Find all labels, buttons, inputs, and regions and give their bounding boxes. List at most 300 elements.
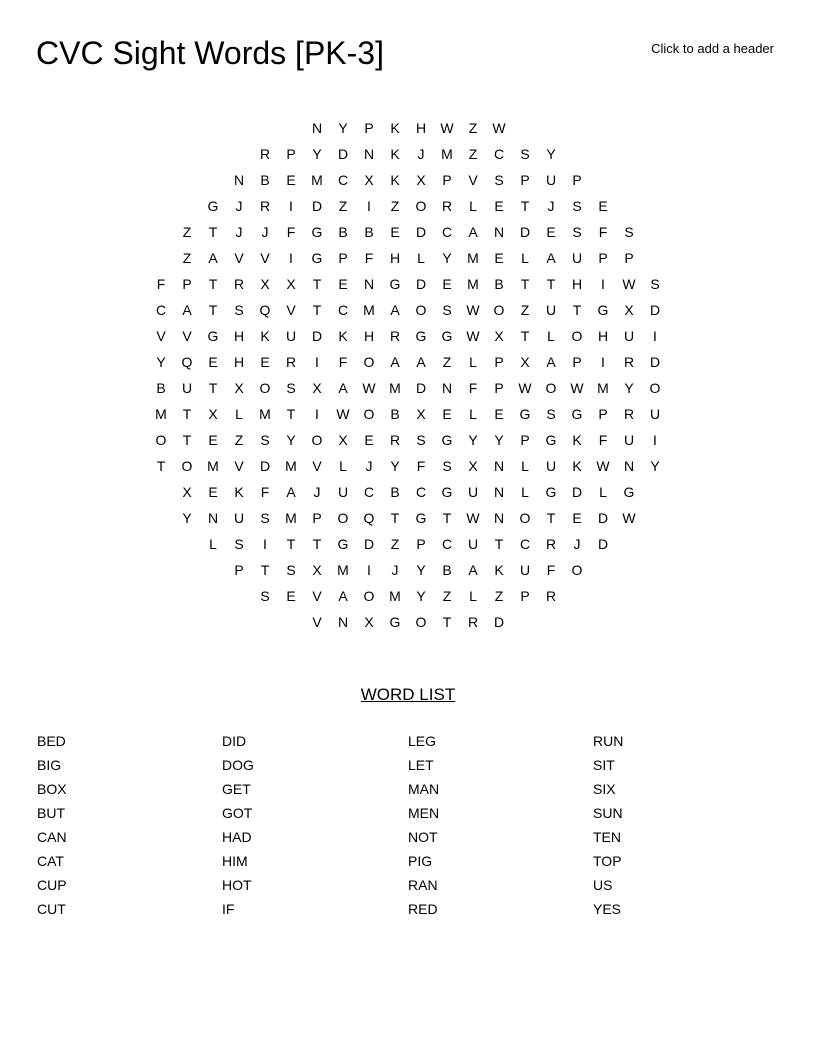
grid-letter: I [263, 536, 267, 552]
grid-letter: O [649, 380, 661, 396]
grid-letter: A [208, 250, 218, 266]
word-list-item: RUN [593, 733, 624, 749]
grid-letter: O [415, 198, 427, 214]
grid-letter: V [286, 302, 296, 318]
word-list-column-2 [222, 732, 254, 924]
grid-letter: Q [181, 354, 193, 370]
grid-letter: M [155, 406, 167, 422]
grid-letter: R [233, 276, 245, 292]
grid-letter: X [312, 380, 322, 396]
grid-letter: S [572, 224, 582, 240]
grid-letter: X [494, 328, 504, 344]
grid-letter: M [389, 380, 401, 396]
grid-letter: O [181, 458, 193, 474]
grid-letter: K [234, 484, 244, 500]
grid-letter: V [234, 458, 244, 474]
grid-letter: A [390, 302, 400, 318]
grid-letter: J [391, 562, 399, 578]
grid-letter: W [570, 380, 584, 396]
grid-letter: S [260, 510, 270, 526]
grid-letter: S [572, 198, 582, 214]
grid-letter: U [467, 484, 479, 500]
grid-letter: L [469, 406, 477, 422]
grid-letter: K [338, 328, 348, 344]
grid-letter: J [313, 484, 321, 500]
grid-letter: N [337, 614, 349, 630]
grid-letter: G [545, 432, 557, 448]
grid-letter: U [519, 562, 531, 578]
grid-letter: E [390, 224, 400, 240]
grid-letter: W [336, 406, 350, 422]
grid-letter: X [260, 276, 270, 292]
grid-letter: N [493, 510, 505, 526]
grid-letter: B [494, 276, 504, 292]
grid-letter: P [624, 250, 634, 266]
grid-letter: P [338, 250, 348, 266]
grid-letter: H [597, 328, 609, 344]
grid-letter: T [182, 406, 192, 422]
grid-letter: X [208, 406, 218, 422]
grid-letter: F [598, 224, 608, 240]
grid-letter: H [363, 328, 375, 344]
word-list-item: SIT [593, 757, 615, 773]
grid-letter: X [520, 354, 530, 370]
grid-letter: W [622, 276, 636, 292]
grid-letter: A [338, 380, 348, 396]
grid-letter: U [337, 484, 349, 500]
grid-letter: X [286, 276, 296, 292]
grid-letter: S [442, 302, 452, 318]
grid-letter: M [467, 276, 479, 292]
grid-letter: L [235, 406, 243, 422]
grid-letter: G [545, 484, 557, 500]
grid-letter: V [260, 250, 270, 266]
grid-letter: X [234, 380, 244, 396]
grid-letter: D [597, 510, 609, 526]
grid-letter: Z [442, 354, 452, 370]
word-list-item: DID [222, 733, 247, 749]
grid-letter: T [312, 302, 322, 318]
grid-letter: P [598, 250, 608, 266]
grid-letter: S [286, 380, 296, 396]
grid-letter: X [416, 172, 426, 188]
grid-letter: T [390, 510, 400, 526]
grid-letter: L [469, 354, 477, 370]
grid-letter: U [571, 250, 583, 266]
grid-letter: E [364, 432, 374, 448]
grid-letter: U [285, 328, 297, 344]
grid-letter: L [469, 198, 477, 214]
grid-letter: D [571, 484, 583, 500]
grid-letter: O [493, 302, 505, 318]
grid-letter: F [286, 224, 296, 240]
grid-letter: X [468, 458, 478, 474]
grid-letter: W [466, 510, 480, 526]
grid-letter: M [363, 302, 375, 318]
grid-letter: G [623, 484, 635, 500]
grid-letter: S [650, 276, 660, 292]
grid-letter: L [521, 250, 529, 266]
grid-letter: M [337, 562, 349, 578]
grid-letter: Y [624, 380, 634, 396]
grid-letter: Y [416, 562, 426, 578]
grid-letter: F [156, 276, 166, 292]
grid-letter: N [311, 120, 323, 136]
grid-letter: S [286, 562, 296, 578]
grid-letter: V [234, 250, 244, 266]
grid-letter: O [363, 354, 375, 370]
grid-letter: U [649, 406, 661, 422]
word-list-item: BUT [37, 805, 65, 821]
grid-letter: J [235, 224, 243, 240]
word-list-item: DOG [222, 757, 254, 773]
grid-letter: Y [312, 146, 322, 162]
grid-letter: A [468, 562, 478, 578]
grid-letter: X [364, 172, 374, 188]
grid-letter: R [545, 536, 557, 552]
grid-letter: P [572, 172, 582, 188]
word-list-item: SUN [593, 805, 623, 821]
word-list-item: YES [593, 901, 622, 917]
grid-letter: S [442, 458, 452, 474]
grid-letter: J [235, 198, 243, 214]
grid-letter: X [338, 432, 348, 448]
grid-letter: P [598, 406, 608, 422]
grid-letter: U [623, 328, 635, 344]
word-list-item: HAD [222, 829, 252, 845]
grid-letter: G [207, 198, 219, 214]
grid-letter: I [601, 276, 605, 292]
grid-letter: O [337, 510, 349, 526]
grid-letter: I [367, 198, 371, 214]
grid-letter: E [494, 198, 504, 214]
grid-letter: C [441, 536, 453, 552]
grid-letter: B [364, 224, 374, 240]
grid-letter: A [390, 354, 400, 370]
word-list-item: MAN [408, 781, 440, 797]
grid-letter: L [417, 250, 425, 266]
grid-letter: M [207, 458, 219, 474]
grid-letter: G [311, 250, 323, 266]
grid-letter: P [416, 536, 426, 552]
grid-letter: D [415, 224, 427, 240]
grid-letter: F [364, 250, 374, 266]
grid-letter: E [494, 250, 504, 266]
grid-letter: E [260, 354, 270, 370]
grid-letter: P [234, 562, 244, 578]
word-list-item: HIM [222, 853, 248, 869]
grid-letter: N [623, 458, 635, 474]
word-list-item: RED [408, 901, 438, 917]
grid-letter: B [260, 172, 270, 188]
grid-letter: Y [468, 432, 478, 448]
grid-letter: P [520, 432, 530, 448]
grid-letter: M [441, 146, 453, 162]
grid-letter: Y [286, 432, 296, 448]
grid-letter: V [468, 172, 478, 188]
grid-letter: X [182, 484, 192, 500]
grid-letter: N [207, 510, 219, 526]
grid-letter: T [572, 302, 582, 318]
grid-letter: T [442, 614, 452, 630]
grid-letter: A [286, 484, 296, 500]
grid-letter: B [156, 380, 166, 396]
grid-letter: L [469, 588, 477, 604]
grid-letter: T [208, 302, 218, 318]
grid-letter: U [545, 172, 557, 188]
grid-letter: D [493, 614, 505, 630]
grid-letter: G [441, 484, 453, 500]
grid-letter: P [494, 380, 504, 396]
word-list-column-4 [593, 732, 623, 924]
grid-letter: K [260, 328, 270, 344]
grid-letter: R [389, 328, 401, 344]
grid-letter: N [493, 224, 505, 240]
grid-letter: W [466, 302, 480, 318]
grid-letter: F [598, 432, 608, 448]
grid-letter: I [601, 354, 605, 370]
grid-letter: P [520, 588, 530, 604]
grid-letter: O [519, 510, 531, 526]
grid-letter: M [285, 510, 297, 526]
grid-letter: T [286, 536, 296, 552]
grid-letter: T [494, 536, 504, 552]
grid-letter: X [312, 562, 322, 578]
grid-letter: W [466, 328, 480, 344]
word-list-item: TEN [593, 829, 621, 845]
grid-letter: M [259, 406, 271, 422]
grid-letter: R [545, 588, 557, 604]
grid-letter: U [623, 432, 635, 448]
grid-letter: T [208, 276, 218, 292]
grid-letter: T [442, 510, 452, 526]
word-list-item: HOT [222, 877, 252, 893]
word-list-item: BOX [37, 781, 67, 797]
grid-letter: T [286, 406, 296, 422]
grid-letter: U [545, 302, 557, 318]
grid-letter: A [546, 354, 556, 370]
grid-letter: L [339, 458, 347, 474]
grid-letter: E [286, 172, 296, 188]
grid-letter: R [285, 354, 297, 370]
grid-letter: W [440, 120, 454, 136]
grid-letter: Y [442, 250, 452, 266]
grid-letter: P [286, 146, 296, 162]
grid-letter: C [337, 302, 349, 318]
word-list-item: BIG [37, 757, 62, 773]
grid-letter: N [493, 458, 505, 474]
grid-letter: F [260, 484, 270, 500]
grid-letter: K [390, 146, 400, 162]
grid-letter: E [442, 276, 452, 292]
grid-letter: E [208, 432, 218, 448]
grid-letter: D [259, 458, 271, 474]
grid-letter: K [390, 172, 400, 188]
grid-letter: L [599, 484, 607, 500]
grid-letter: A [546, 250, 556, 266]
grid-letter: R [259, 146, 271, 162]
grid-letter: Z [520, 302, 530, 318]
grid-letter: L [521, 458, 529, 474]
grid-letter: O [363, 406, 375, 422]
grid-letter: Y [650, 458, 660, 474]
grid-letter: A [338, 588, 348, 604]
word-list-item: CUP [37, 877, 67, 893]
grid-letter: Y [416, 588, 426, 604]
grid-letter: P [494, 354, 504, 370]
grid-letter: E [208, 484, 218, 500]
grid-letter: C [155, 302, 167, 318]
grid-letter: N [233, 172, 245, 188]
grid-letter: B [390, 406, 400, 422]
grid-letter: Z [494, 588, 504, 604]
word-list-item: MEN [408, 805, 440, 821]
grid-letter: X [364, 614, 374, 630]
grid-letter: A [416, 354, 426, 370]
grid-letter: H [415, 120, 427, 136]
grid-letter: V [182, 328, 192, 344]
word-list-item: PIG [408, 853, 433, 869]
grid-letter: Y [338, 120, 348, 136]
grid-letter: E [338, 276, 348, 292]
page-title: CVC Sight Words [PK-3] [36, 35, 384, 71]
word-list-item: NOT [408, 829, 438, 845]
grid-letter: D [597, 536, 609, 552]
grid-letter: T [546, 276, 556, 292]
grid-letter: F [546, 562, 556, 578]
grid-letter: Q [259, 302, 271, 318]
grid-letter: E [494, 406, 504, 422]
grid-letter: T [182, 432, 192, 448]
grid-letter: S [416, 432, 426, 448]
grid-letter: N [363, 276, 375, 292]
grid-letter: Y [182, 510, 192, 526]
word-list-item: TOP [593, 853, 622, 869]
grid-letter: T [520, 328, 530, 344]
grid-letter: V [312, 614, 322, 630]
word-list-item: CAT [37, 853, 64, 869]
grid-letter: H [233, 328, 245, 344]
grid-letter: S [624, 224, 634, 240]
grid-letter: O [155, 432, 167, 448]
grid-letter: K [572, 458, 582, 474]
grid-letter: J [417, 146, 425, 162]
grid-letter: T [156, 458, 166, 474]
word-list-column-1 [37, 732, 67, 924]
grid-letter: T [208, 380, 218, 396]
grid-letter: O [311, 432, 323, 448]
grid-letter: D [649, 302, 661, 318]
grid-letter: I [653, 432, 657, 448]
word-list-item: BED [37, 733, 66, 749]
grid-letter: R [259, 198, 271, 214]
grid-letter: R [467, 614, 479, 630]
grid-letter: G [311, 224, 323, 240]
word-list-heading: WORD LIST [360, 685, 456, 704]
word-list-item: IF [222, 901, 235, 917]
grid-letter: U [233, 510, 245, 526]
grid-letter: K [572, 432, 582, 448]
grid-letter: C [493, 146, 505, 162]
grid-letter: B [390, 484, 400, 500]
word-list-item: LEG [408, 733, 437, 749]
grid-letter: H [233, 354, 245, 370]
word-list-item: GOT [222, 805, 253, 821]
grid-letter: W [518, 380, 532, 396]
grid-letter: O [415, 302, 427, 318]
grid-letter: T [520, 198, 530, 214]
grid-letter: A [182, 302, 192, 318]
grid-letter: P [442, 172, 452, 188]
grid-letter: O [571, 328, 583, 344]
grid-letter: Z [182, 250, 192, 266]
grid-letter: H [389, 250, 401, 266]
grid-letter: Z [390, 536, 400, 552]
grid-letter: J [365, 458, 373, 474]
grid-letter: S [546, 406, 556, 422]
grid-letter: U [467, 536, 479, 552]
grid-letter: S [234, 536, 244, 552]
grid-letter: B [338, 224, 348, 240]
grid-letter: S [260, 588, 270, 604]
grid-letter: D [519, 224, 531, 240]
grid-letter: R [389, 432, 401, 448]
grid-letter: E [286, 588, 296, 604]
grid-letter: H [571, 276, 583, 292]
grid-letter: T [208, 224, 218, 240]
grid-letter: G [441, 432, 453, 448]
add-header-placeholder[interactable]: Click to add a header [651, 41, 774, 56]
grid-letter: J [573, 536, 581, 552]
grid-letter: U [545, 458, 557, 474]
word-list-item: SIX [593, 781, 616, 797]
grid-letter: G [337, 536, 349, 552]
grid-letter: G [415, 510, 427, 526]
grid-letter: G [441, 328, 453, 344]
grid-letter: W [596, 458, 610, 474]
grid-letter: K [494, 562, 504, 578]
grid-letter: I [653, 328, 657, 344]
grid-letter: S [520, 146, 530, 162]
grid-letter: O [415, 614, 427, 630]
grid-letter: Q [363, 510, 375, 526]
grid-letter: E [572, 510, 582, 526]
grid-letter: M [285, 458, 297, 474]
grid-letter: S [234, 302, 244, 318]
grid-letter: I [367, 562, 371, 578]
grid-letter: P [520, 172, 530, 188]
grid-letter: P [364, 120, 374, 136]
grid-letter: I [315, 406, 319, 422]
grid-letter: C [337, 172, 349, 188]
grid-letter: O [363, 588, 375, 604]
grid-letter: Y [494, 432, 504, 448]
grid-letter: G [389, 614, 401, 630]
grid-letter: C [363, 484, 375, 500]
grid-letter: F [338, 354, 348, 370]
grid-letter: D [415, 380, 427, 396]
grid-letter: D [363, 536, 375, 552]
grid-letter: L [521, 484, 529, 500]
grid-letter: E [442, 406, 452, 422]
grid-letter: Z [234, 432, 244, 448]
grid-letter: V [312, 458, 322, 474]
grid-letter: B [442, 562, 452, 578]
grid-letter: P [312, 510, 322, 526]
grid-letter: S [260, 432, 270, 448]
word-list-item: LET [408, 757, 434, 773]
grid-letter: U [181, 380, 193, 396]
